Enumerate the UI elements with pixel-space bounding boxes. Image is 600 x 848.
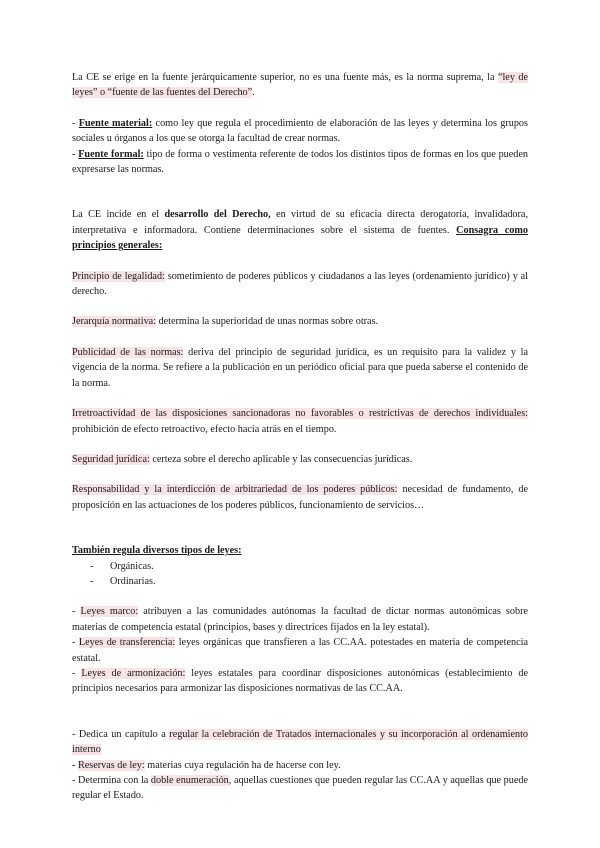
ley-item [72,666,528,697]
principio-item [72,482,528,513]
fuente-formal-term: Fuente formal: [78,148,144,160]
ley-text: leyes estatales para coordinar disposiciones autonómicas (establecimiento de principios necesarios para armonizar las disposiciones normativas de las CC.AA. [72,667,528,695]
tratados-line [72,727,528,758]
ley-term: Leyes de armonización: [81,667,186,679]
principio-text: deriva del principio de seguridad jurídica, es un requisito para la validez y la vigencia de la norma. Se refiere a la publicación en un periódico oficial para que pueda saberse el contenido de la norma. [72,346,528,389]
tratados-text: - Dedica un capítulo a [72,728,170,740]
principio-term: Irretroactividad de las disposiciones sancionadoras no favorables o restrictivas de derechos individuales: [72,408,528,420]
dash: - [72,606,81,618]
principio-text: certeza sobre el derecho aplicable y las consecuencias jurídicas. [149,453,413,465]
desarrollo-bold: desarrollo del Derecho, [164,209,271,221]
ley-term: Leyes marco: [80,606,139,618]
principio-item [72,452,528,467]
list-item: - Orgánicas. [90,559,528,574]
enumeracion-end: , aquellas cuestiones que pueden regular las CC.AA y aquellas que puede regular el Estado. [72,775,528,802]
dash: - [72,117,79,129]
fuente-formal-text: tipo de forma o vestimenta referente de todos los distintos tipos de formas en los que pueden expresarse las normas. [72,148,528,176]
principio-term: Responsabilidad y la interdicción de arbitrariedad de los poderes públicos: [72,484,398,496]
reservas-highlight: Reservas de ley: [77,759,145,771]
principio-item [72,345,528,391]
list-item: - Ordinarias. [90,574,528,589]
enumeracion-text: - Determina con la [72,775,151,786]
principio-text: prohibición de efecto retroactivo, efecto hacia atrás en el tiempo. [72,423,337,435]
ley-term: Leyes de transferencia: [78,637,176,649]
reservas-dash: - [72,759,78,771]
ley-item [72,635,528,666]
principio-term: Jerarquía normativa: [72,316,157,328]
principio-item [72,406,528,437]
ley-text: atribuyen a las comunidades autónomas la facultad de dictar normas autonómicas sobre materias de competencia estatal (principios, bases y directrices fijados en la ley estatal). [72,606,528,633]
principio-term: Principio de legalidad: [72,270,165,282]
reservas-text: materias cuya regulación ha de hacerse con ley. [144,759,341,771]
tipos-list [72,559,528,590]
principios-heading: Consagra como principios generales: [72,224,528,252]
tratados-highlight: regular la celebración de Tratados internacionales y su incorporación al ordenamiento interno [72,728,529,756]
enumeracion-line [72,773,528,804]
principio-term: Seguridad jurídica: [72,453,150,465]
principio-term: Publicidad de las normas: [72,346,184,358]
desarrollo-text: La CE incide en el [72,209,165,221]
enumeracion-highlight: doble enumeración [150,775,229,786]
tipos-heading [72,543,528,558]
dash: - [72,148,79,160]
ley-text: leyes orgánicas que transfieren a las CC.AA. potestades en materia de competencia estatal. [72,637,529,664]
principio-text: determina la superioridad de unas normas sobre otras. [156,316,379,328]
desarrollo-paragraph [72,207,528,253]
fuente-material-term: Fuente material: [78,117,153,129]
fuente-material-text: como ley que regula el procedimiento de elaboración de las leyes y determina los grupos sociales u órganos a los que se otorga la facultad de crear normas. [72,117,528,145]
intro-paragraph [72,70,528,101]
ley-item [72,604,528,635]
fuente-material [72,116,528,147]
tipos-heading-text: También regula diversos tipos de leyes: [72,545,242,557]
intro-text: La CE se erige en la fuente jerárquicamente superior, no es una fuente más, es la norma suprema, la [72,72,498,83]
principio-item [72,314,528,329]
desarrollo-text-2: en virtud de su eficacia directa derogatoria, invalidadora, interpretativa e informadora. Contiene determinaciones sobre el sistema de fuentes. [72,209,528,236]
principio-item [72,269,528,300]
principio-text: necesidad de fundamento, de proposición en las actuaciones de los poderes públicos, funcionamiento de servicios… [72,484,528,511]
reservas-line [72,758,528,773]
dash: - [72,637,79,649]
dash: - [72,667,82,679]
intro-highlight: “ley de leyes” o “fuente de las fuentes del Derecho” [72,72,528,99]
fuente-formal [72,147,528,178]
principio-text: sometimiento de poderes públicos y ciudadanos a las leyes (ordenamiento jurídico) y al derecho. [72,270,529,298]
intro-end: . [252,87,255,99]
